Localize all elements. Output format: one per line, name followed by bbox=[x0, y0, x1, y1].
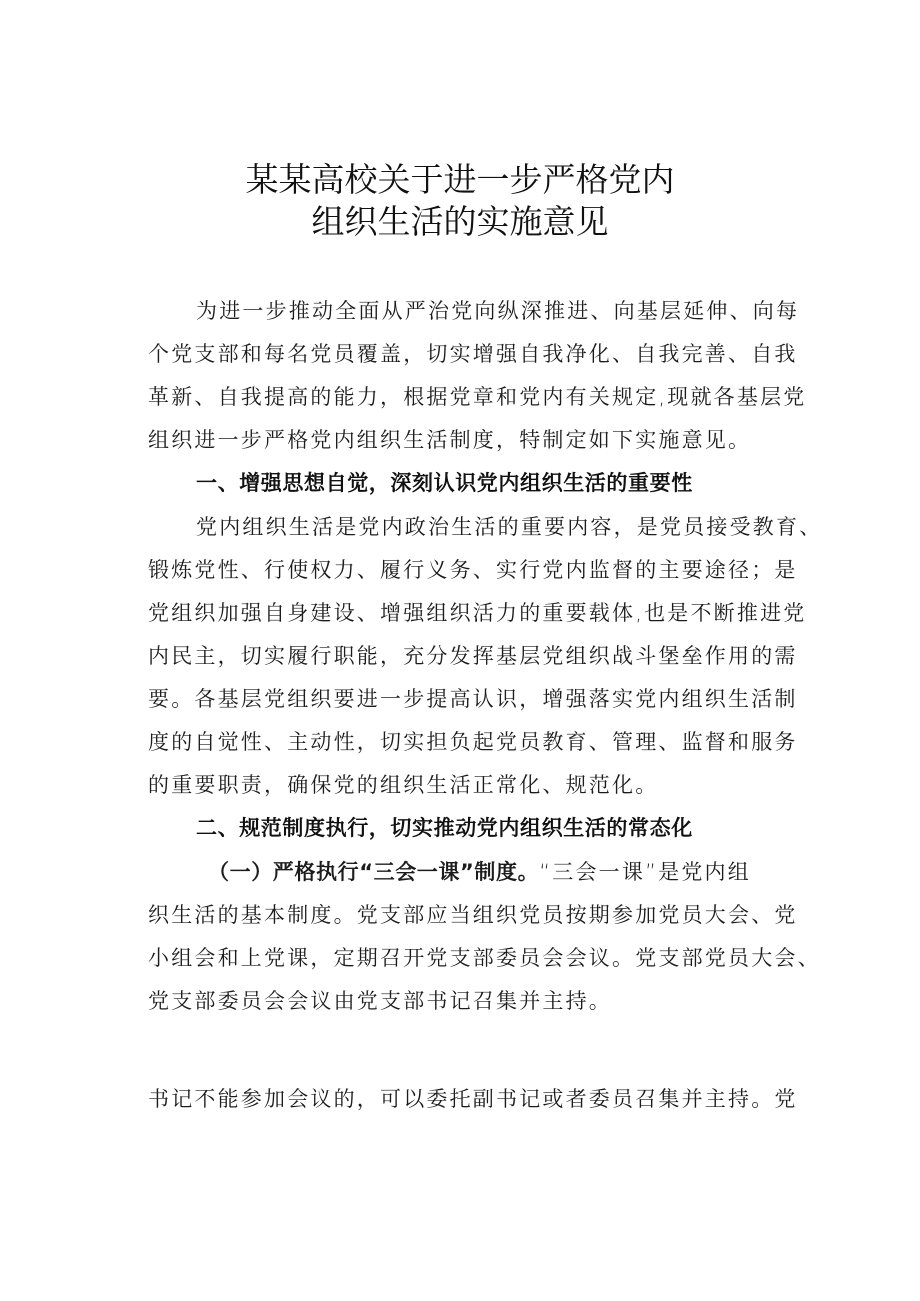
intro-line-4: 组织进一步严格党内组织生活制度，特制定如下实施意见。 bbox=[148, 428, 752, 452]
section-1-line-7: 的重要职责，确保党的组织生活正常化、规范化。 bbox=[148, 773, 659, 797]
document-title-line-2: 组织生活的实施意见 bbox=[311, 202, 609, 241]
section-2-heading: 二、规范制度执行，切实推动党内组织生活的常态化 bbox=[196, 816, 693, 840]
intro-line-1: 为进一步推动全面从严治党向纵深推进、向基层延伸、向每 bbox=[196, 299, 800, 323]
section-1-line-6: 度的自觉性、主动性，切实担负起党员教育、管理、监督和服务 bbox=[148, 730, 798, 754]
section-1-line-1: 党内组织生活是党内政治生活的重要内容，是党员接受教育、 bbox=[196, 515, 823, 539]
section-1-line-4: 内民主，切实履行职能，充分发挥基层党组织战斗堡垒作用的需 bbox=[148, 644, 798, 668]
continuation-line: 书记不能参加会议的，可以委托副书记或者委员召集并主持。党 bbox=[148, 1087, 798, 1111]
intro-line-2: 个党支部和每名党员覆盖，切实增强自我净化、自我完善、自我 bbox=[148, 342, 798, 366]
subsection-1-line-3: 小组会和上党课，定期召开党支部委员会会议。党支部党员大会、 bbox=[148, 946, 821, 970]
subsection-1-lead-rest: “三会一课”是党内组 bbox=[539, 860, 751, 884]
subsection-1-first-line bbox=[208, 857, 751, 887]
document-title-line-1: 某某高校关于进一步严格党内 bbox=[245, 160, 675, 199]
intro-line-3: 革新、自我提高的能力，根据党章和党内有关规定,现就各基层党 bbox=[148, 385, 807, 409]
section-1-heading: 一、增强思想自觉，深刻认识党内组织生活的重要性 bbox=[196, 471, 693, 495]
subsection-1-line-2: 织生活的基本制度。党支部应当组织党员按期参加党员大会、党 bbox=[148, 903, 798, 927]
subsection-1-line-4: 党支部委员会会议由党支部书记召集并主持。 bbox=[148, 989, 612, 1013]
subsection-1-bold-lead: （一）严格执行“三会一课”制度。 bbox=[208, 860, 540, 884]
section-1-line-5: 要。各基层党组织要进一步提高认识，增强落实党内组织生活制 bbox=[148, 687, 798, 711]
section-1-line-3: 党组织加强自身建设、增强组织活力的重要载体,也是不断推进党 bbox=[148, 601, 807, 625]
section-1-line-2: 锻炼党性、行使权力、履行义务、实行党内监督的主要途径；是 bbox=[148, 558, 798, 582]
